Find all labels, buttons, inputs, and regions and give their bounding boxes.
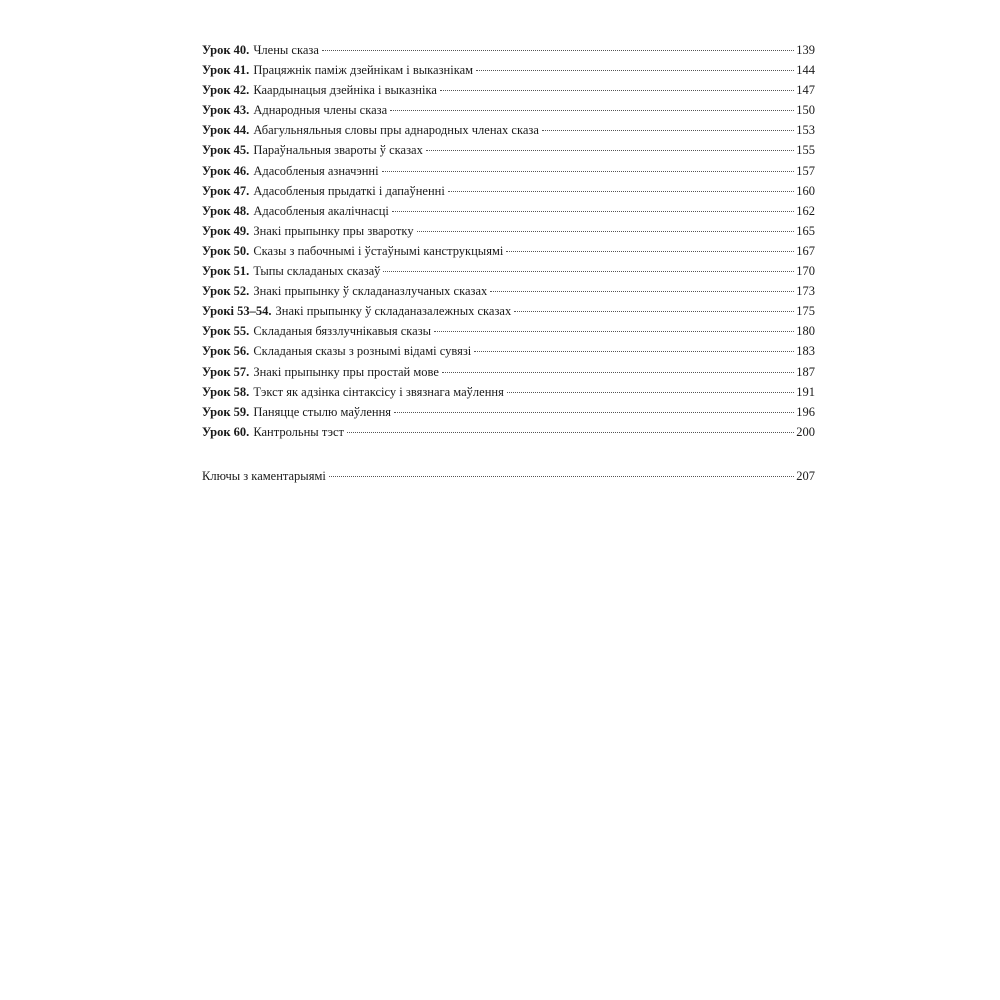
page-number: 160	[796, 183, 815, 198]
dot-leader	[347, 432, 794, 433]
lesson-title: Складаныя сказы з рознымі відамі сувязі	[253, 344, 472, 359]
lesson-title: Аднародныя члены сказа	[253, 103, 388, 118]
dot-leader	[442, 372, 794, 373]
page-number: 187	[796, 364, 815, 379]
lesson-number: Урок 49.	[202, 223, 250, 238]
page-number: 165	[796, 223, 815, 238]
page-number: 170	[796, 264, 815, 279]
lesson-title: Адасобленыя акалічнасці	[253, 203, 389, 218]
dot-leader	[390, 110, 794, 111]
lesson-title: Адасобленыя прыдаткі і дапаўненні	[253, 183, 445, 198]
dot-leader	[476, 70, 794, 71]
lesson-title: Адасобленыя азначэнні	[253, 163, 379, 178]
toc-entry	[202, 60, 815, 80]
page-number: 207	[796, 469, 815, 483]
toc-entry	[202, 40, 815, 60]
lesson-number: Урок 50.	[202, 243, 250, 258]
lesson-number: Урокі 53–54.	[202, 304, 272, 319]
lesson-number: Урок 43.	[202, 103, 250, 118]
toc-entry	[202, 362, 815, 382]
toc-entry	[202, 382, 815, 402]
page-number: 180	[796, 324, 815, 339]
lesson-number: Урок 52.	[202, 284, 250, 299]
toc-entry	[202, 140, 815, 160]
lesson-number: Урок 45.	[202, 143, 250, 158]
toc-entry	[202, 301, 815, 321]
lesson-number: Урок 41.	[202, 63, 250, 78]
page-number: 183	[796, 344, 815, 359]
page-number: 155	[796, 143, 815, 158]
lesson-title: Кантрольны тэст	[253, 424, 344, 439]
dot-leader	[507, 392, 794, 393]
page-number: 147	[796, 83, 815, 98]
page-number: 191	[796, 384, 815, 399]
page-number: 150	[796, 103, 815, 118]
dot-leader	[394, 412, 794, 413]
lesson-title: Знакі прыпынку ў складаназалежных сказах	[275, 304, 512, 319]
dot-leader	[506, 251, 794, 252]
lesson-title: Знакі прыпынку пры звароткy	[253, 223, 414, 238]
toc-entry	[202, 80, 815, 100]
lesson-number: Урок 60.	[202, 424, 250, 439]
toc-entry-keys	[202, 466, 815, 486]
lesson-number: Урок 58.	[202, 384, 250, 399]
table-of-contents	[202, 40, 815, 442]
dot-leader	[490, 291, 794, 292]
toc-entry	[202, 201, 815, 221]
toc-entry	[202, 120, 815, 140]
dot-leader	[392, 211, 794, 212]
lesson-title: Працяжнік паміж дзейнікам і выказнікам	[253, 63, 474, 78]
dot-leader	[434, 331, 794, 332]
keys-title: Ключы з каментарыямі	[202, 469, 326, 483]
dot-leader	[448, 191, 794, 192]
page-number: 167	[796, 243, 815, 258]
lesson-title: Складаныя бяззлучнікавыя сказы	[253, 324, 432, 339]
toc-entry	[202, 181, 815, 201]
dot-leader	[417, 231, 795, 232]
toc-entry	[202, 221, 815, 241]
lesson-number: Урок 42.	[202, 83, 250, 98]
toc-entry	[202, 281, 815, 301]
dot-leader	[426, 150, 794, 151]
lesson-title: Знакі прыпынку пры простай мове	[253, 364, 439, 379]
lesson-number: Урок 56.	[202, 344, 250, 359]
dot-leader	[329, 476, 794, 477]
dot-leader	[440, 90, 794, 91]
dot-leader	[382, 171, 795, 172]
lesson-title: Тэкст як адзінка сінтаксісу і звязнага маўлення	[253, 384, 504, 399]
toc-entry	[202, 100, 815, 120]
toc-entry	[202, 161, 815, 181]
toc-entry	[202, 341, 815, 361]
toc-entry	[202, 261, 815, 281]
lesson-number: Урок 47.	[202, 183, 250, 198]
lesson-number: Урок 44.	[202, 123, 250, 138]
dot-leader	[514, 311, 794, 312]
lesson-number: Урок 59.	[202, 404, 250, 419]
lesson-title: Абагульняльныя словы пры аднародных членах сказа	[253, 123, 539, 138]
page-number: 196	[796, 404, 815, 419]
dot-leader	[383, 271, 794, 272]
lesson-number: Урок 40.	[202, 43, 250, 57]
page-number: 173	[796, 284, 815, 299]
lesson-number: Урок 51.	[202, 264, 250, 279]
page-number: 162	[796, 203, 815, 218]
dot-leader	[322, 50, 794, 51]
lesson-title: Паняцце стылю маўлення	[253, 404, 392, 419]
dot-leader	[474, 351, 794, 352]
lesson-title: Сказы з пабочнымі і ўстаўнымі канструкцыямі	[253, 243, 504, 258]
page-number: 200	[796, 424, 815, 439]
page-number: 153	[796, 123, 815, 138]
lesson-title: Параўнальныя звароты ў сказах	[253, 143, 423, 158]
page-number: 144	[796, 63, 815, 78]
lesson-title: Члены сказа	[253, 43, 319, 57]
page-number: 139	[796, 43, 815, 57]
lesson-number: Урок 57.	[202, 364, 250, 379]
lesson-number: Урок 55.	[202, 324, 250, 339]
toc-entry	[202, 402, 815, 422]
lesson-title: Каардынацыя дзейніка і выказніка	[253, 83, 437, 98]
lesson-title: Знакі прыпынку ў складаназлучаных сказах	[253, 284, 488, 299]
page-number: 157	[796, 163, 815, 178]
dot-leader	[542, 130, 794, 131]
lesson-number: Урок 48.	[202, 203, 250, 218]
page-number: 175	[796, 304, 815, 319]
lesson-title: Тыпы складаных сказаў	[253, 264, 381, 279]
lesson-number: Урок 46.	[202, 163, 250, 178]
toc-entry	[202, 422, 815, 442]
toc-entry	[202, 321, 815, 341]
toc-entry	[202, 241, 815, 261]
